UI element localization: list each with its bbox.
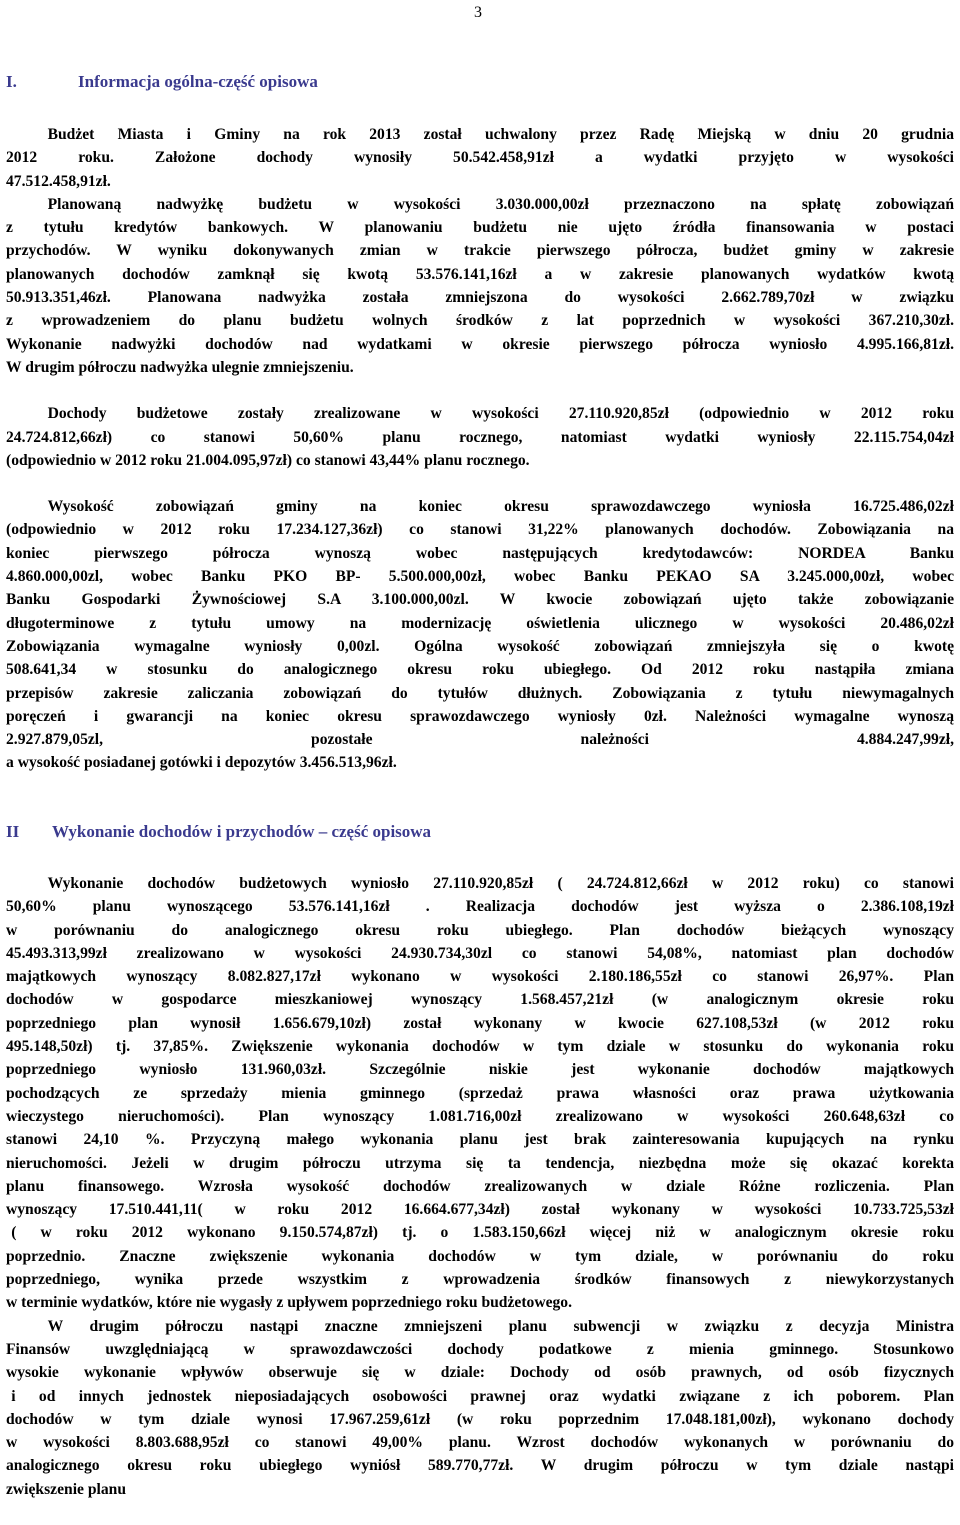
text-line: poprzedniego wyniosło 131.960,03zł. Szczególnie niskie jest wykonanie dochodów majątkowych — [6, 1061, 954, 1079]
text-line: W drugim półroczu nadwyżka ulegnie zmniejszeniu. — [6, 358, 354, 376]
text-line: 2012 roku. Założone dochody wynosiły 50.542.458,91zł a wydatki przyjęto w wysokości — [6, 149, 954, 167]
text-line: w porównaniu do analogicznego okresu roku ubiegłego. Plan dochodów bieżących wynoszący — [6, 921, 954, 939]
text-line: wysokie wykonanie wpływów obserwuje się w dziale: Dochody od osób prawnych, od osób fizycznych — [6, 1364, 954, 1382]
text-line: przepisów zakresie zaliczania zobowiązań do tytułów dłużnych. Zobowiązania z tytułu niewymagalnych — [6, 684, 954, 702]
text-line: analogicznego okresu roku ubiegłego wyniósł 589.770,77zł. W drugim półroczu w tym dziale nastąpi — [6, 1457, 954, 1475]
text-line: 50,60% planu wynoszącego 53.576.141,16zł . Realizacja dochodów jest wyższa o 2.386.108,19zł — [6, 898, 954, 916]
paragraph — [6, 123, 954, 379]
section-1-number: I. — [6, 72, 17, 91]
text-line: 2.927.879,05zl, pozostałe należności 4.884.247,99zł, — [6, 731, 954, 749]
text-line: wieczystego nieruchomości). Plan wynoszący 1.081.716,00zł zrealizowano w wysokości 260.648,63zł co — [6, 1107, 954, 1125]
page-number: 3 — [474, 4, 482, 21]
text-line: W drugim półroczu nastąpi znaczne zmniejszeni planu subwencji w związku z decyzja Ministra — [47, 1317, 954, 1335]
text-line: w terminie wydatków, które nie wygasły z upływem poprzedniego roku budżetowego. — [6, 1294, 572, 1312]
text-line: w wysokości 8.803.688,95zł co stanowi 49,00% planu. Wzrost dochodów wykonanych w porównaniu do — [6, 1434, 954, 1452]
text-line: pochodzących ze sprzedaży mienia gminnego (sprzedaż prawa własności oraz prawa użytkowania — [6, 1084, 954, 1102]
text-line: a wysokość posiadanej gotówki i depozytów 3.456.513,96zł. — [6, 754, 397, 772]
text-line: stanowi 24,10 %. Przyczyną małego wykonania planu jest brak zainteresowania kupujących na rynku — [6, 1131, 954, 1149]
text-line: poprzedniego, wynika przede wszystkim z wprowadzenia środków finansowych z niewykorzystanych — [6, 1271, 954, 1289]
text-line: Planowaną nadwyżkę budżetu w wysokości 3.030.000,00zł przeznaczono na spłatę zobowiązań — [47, 195, 954, 213]
text-line: planowanych dochodów zamknął się kwotą 53.576.141,16zł a w zakresie planowanych wydatków kwotą — [6, 265, 954, 283]
text-line: poprzedniego plan wynosił 1.656.679,10zł) został wykonany w kwocie 627.108,53zł (w 2012 roku — [6, 1014, 954, 1032]
text-line: i od innych jednostek nieposiadających osobowości prawnej oraz wydatki związane z ich poborem. Plan — [11, 1387, 954, 1405]
section-2-body — [6, 872, 954, 1501]
text-line: planu finansowego. Wzrosła wysokość dochodów zrealizowanych w dziale Różne rozliczenia. Plan — [6, 1177, 954, 1195]
text-line: Wykonanie nadwyżki dochodów nad wydatkami w okresie pierwszego półrocza wyniosło 4.995.166,81zł. — [6, 335, 954, 353]
text-line: długoterminowe z tytułu umowy na modernizację oświetlenia ulicznego w wysokości 20.486,02zł — [6, 614, 954, 632]
text-line: Finansów uwzględniającą w sprawozdawczości dochody podatkowe z mienia gminnego. Stosunkowo — [6, 1340, 954, 1358]
section-2-title: Wykonanie dochodów i przychodów – część opisowa — [52, 822, 432, 841]
text-line: Zobowiązania wymagalne wyniosły 0,00zl. Ogólna wysokość zobowiązań zmniejszyła się o kwotę — [6, 637, 954, 655]
text-line: dochodów w gospodarce mieszkaniowej wynoszący 1.568.457,21zł (w analogicznym okresie roku — [6, 991, 954, 1009]
section-1-title: Informacja ogólna-część opisowa — [78, 72, 318, 91]
text-line: 50.913.351,46zł. Planowana nadwyżka została zmniejszona do wysokości 2.662.789,70zł w związku — [6, 289, 954, 307]
text-line: 47.512.458,91zł. — [6, 172, 111, 190]
text-line: wynoszący 17.510.441,11( w roku 2012 16.664.677,34zł) został wykonany w wysokości 10.733.725,53zł — [6, 1201, 954, 1219]
text-line: (odpowiednio w 2012 roku 21.004.095,97zł) co stanowi 43,44% planu rocznego. — [6, 451, 530, 469]
section-1-body — [6, 123, 954, 775]
text-line: poręczeń i gwarancji na koniec okresu sprawozdawczego wyniosły 0zł. Należności wymagalne wynoszą — [6, 707, 954, 725]
text-line: z wprowadzeniem do planu budżetu wolnych środków z lat poprzednich w wysokości 367.210,30zł. — [6, 312, 954, 330]
text-line: przychodów. W wyniku dokonywanych zmian w trakcie pierwszego półrocza, budżet gminy w zakresie — [6, 242, 954, 260]
text-line: Budżet Miasta i Gminy na rok 2013 został uchwalony przez Radę Miejską w dniu 20 grudnia — [47, 126, 954, 143]
section-1-heading — [6, 72, 318, 92]
text-line: 45.493.313,99zł zrealizowano w wysokości 24.930.734,30zl co stanowi 54,08%, natomiast plan dochodów — [6, 944, 954, 962]
paragraph — [6, 495, 954, 775]
paragraph — [6, 872, 954, 1315]
text-line: ( w roku 2012 wykonano 9.150.574,87zł) tj. o 1.583.150,66zł więcej niż w analogicznym okresie roku — [11, 1224, 954, 1242]
text-line: Dochody budżetowe zostały zrealizowane w wysokości 27.110.920,85zł (odpowiednio w 2012 roku — [47, 405, 954, 423]
text-line: zwiększenie planu — [6, 1480, 126, 1498]
text-line: koniec pierwszego półrocza wynoszą wobec następujących kredytodawców: NORDEA Banku — [6, 544, 954, 562]
text-line: Wysokość zobowiązań gminy na koniec okresu sprawozdawczego wyniosła 16.725.486,02zł — [47, 498, 954, 516]
text-line: 495.148,50zł) tj. 37,85%. Zwiększenie wykonania dochodów w tym dziale w stosunku do wykonania roku — [6, 1038, 954, 1056]
section-2-number: II — [6, 822, 20, 841]
text-line: (odpowiednio w 2012 roku 17.234.127,36zł) co stanowi 31,22% planowanych dochodów. Zobowiązania na — [6, 521, 954, 539]
paragraph — [6, 1315, 954, 1501]
text-line: 508.641,34 w stosunku do analogicznego okresu roku ubiegłego. Od 2012 roku nastąpiła zmiana — [6, 661, 954, 679]
text-line: Banku Gospodarki Żywnościowej S.A 3.100.000,00zl. W kwocie zobowiązań ujęto także zobowiązanie — [6, 591, 954, 609]
paragraph — [6, 402, 954, 472]
text-line: dochodów w tym dziale wynosi 17.967.259,61zł (w roku poprzednim 17.048.181,00zł), wykonano dochody — [6, 1410, 954, 1428]
text-line: poprzednio. Znaczne zwiększenie wykonania dochodów w tym dziale, w porównaniu do roku — [6, 1247, 954, 1265]
text-line: majątkowych wynoszący 8.082.827,17zł wykonano w wysokości 2.180.186,55zł co stanowi 26,97%. Plan — [6, 968, 954, 986]
text-line: 24.724.812,66zł) co stanowi 50,60% planu rocznego, natomiast wydatki wyniosły 22.115.754,04zł — [6, 428, 954, 446]
text-line: Wykonanie dochodów budżetowych wyniosło 27.110.920,85zł ( 24.724.812,66zł w 2012 roku) co stanowi — [47, 875, 954, 892]
text-line: 4.860.000,00zl, wobec Banku PKO BP- 5.500.000,00zł, wobec Banku PEKAO SA 3.245.000,00zł, wobec — [6, 568, 954, 586]
text-line: z tytułu kredytów bankowych. W planowaniu budżetu nie ujęto źródła finansowania w postaci — [6, 219, 954, 237]
text-line: nieruchomości. Jeżeli w drugim półroczu utrzyma się ta tendencja, niezbędna może się okazać korekta — [6, 1154, 954, 1172]
section-2-heading — [6, 822, 431, 842]
